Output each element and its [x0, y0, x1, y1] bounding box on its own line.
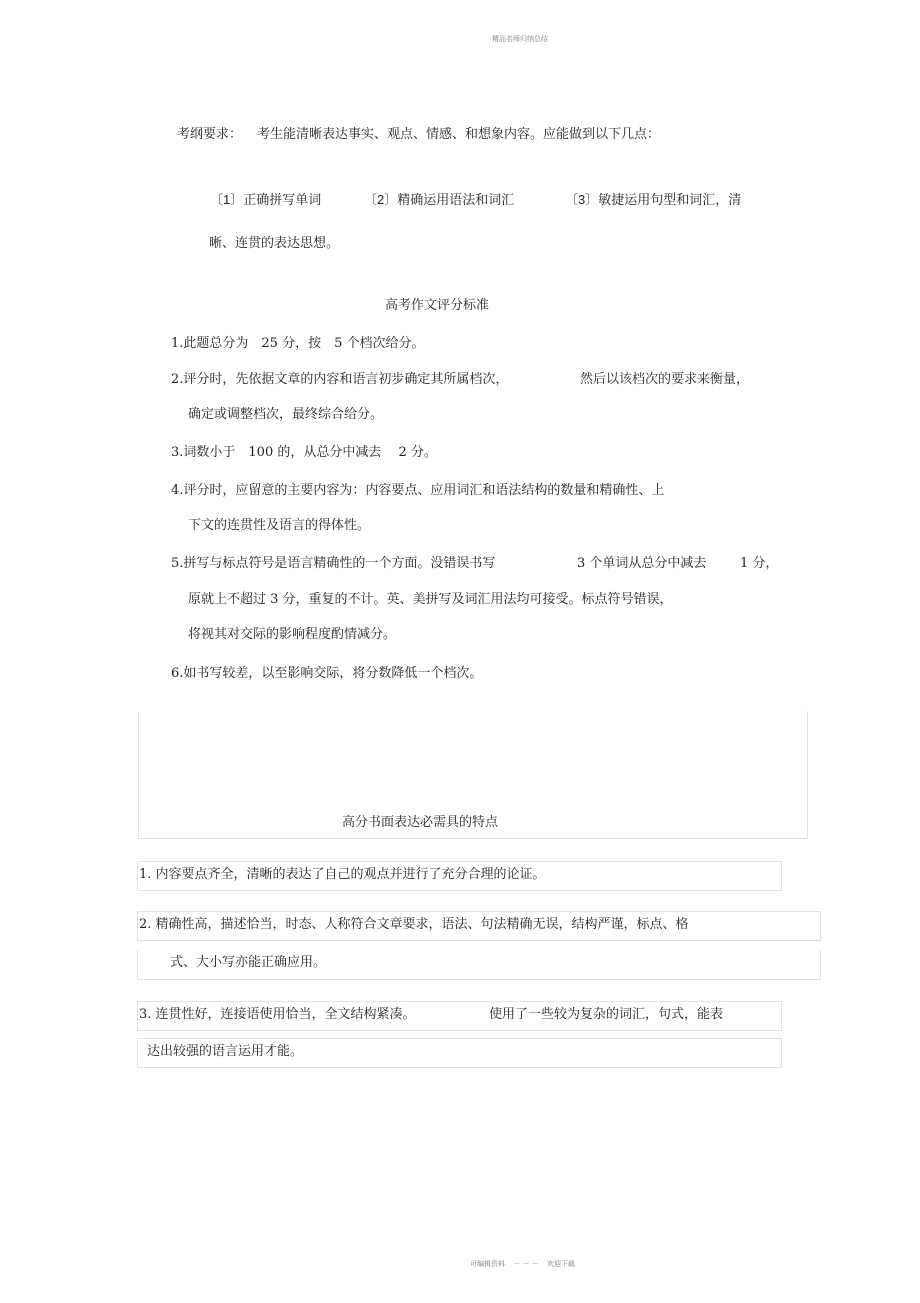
scoring-item-5-line-1: 5.拼写与标点符号是语言精确性的一个方面。没错误书写	[171, 556, 496, 571]
feature-item-2-text-1: 2. 精确性高，描述恰当，时态、人称符合文章要求，语法、句法精确无误，结构严谨，标点、格	[139, 917, 689, 932]
syllabus-point-3	[565, 192, 741, 209]
feature-item-2-text-2: 式、大小写亦能正确应用。	[170, 955, 327, 970]
syllabus-point-2	[364, 192, 514, 209]
scoring-item-2-line-1b: 然后以该档次的要求来衡量，	[580, 372, 750, 387]
point-number: 〔1〕	[210, 192, 244, 207]
footer-left: 可编辑资料	[470, 1260, 505, 1268]
scoring-item-4-line-1: 4.评分时，应留意的主要内容为：内容要点、应用词汇和语法结构的数量和精确性、上	[171, 483, 665, 498]
point-text: 精确运用语法和词汇	[397, 193, 515, 208]
page-footer	[470, 1259, 575, 1269]
syllabus-text: 考生能清晰表达事实、观点、情感、和想象内容。应能做到以下几点：	[257, 127, 661, 142]
footer-right: 欢迎下载	[546, 1260, 575, 1268]
feature-item-3-row-1	[137, 1001, 782, 1031]
point-number: 〔2〕	[364, 192, 398, 207]
point-number: 〔3〕	[565, 192, 599, 207]
feature-item-3-row-2	[137, 1038, 782, 1068]
scoring-item-1: 1.此题总分为 25 分，按 5 个档次给分。	[171, 336, 425, 351]
features-title-box	[138, 711, 808, 839]
feature-item-3-text-1: 3. 连贯性好，连接语使用恰当，全文结构紧凑。	[139, 1007, 416, 1022]
features-title: 高分书面表达必需具的特点	[342, 815, 499, 830]
syllabus-point-1	[210, 192, 321, 209]
scoring-item-5-line-3: 将视其对交际的影响程度酌情减分。	[188, 627, 397, 642]
feature-item-2-row-2	[137, 950, 821, 980]
feature-item-3-text-2: 达出较强的语言运用才能。	[147, 1044, 304, 1059]
scoring-item-4-line-2: 下文的连贯性及语言的得体性。	[188, 518, 371, 533]
scoring-item-5-line-2: 原就上不超过 3 分，重复的不计。英、美拼写及词汇用法均可接受。标点符号错误，	[188, 592, 673, 607]
scoring-item-3: 3.词数小于 100 的，从总分中减去 2 分。	[171, 445, 437, 460]
scoring-item-5-line-1b: 3 个单词从总分中减去	[577, 556, 707, 571]
syllabus-label: 考纲要求：	[177, 127, 243, 142]
scoring-item-6: 6.如书写较差，以至影响交际，将分数降低一个档次。	[171, 666, 483, 681]
feature-item-1-text: 1. 内容要点齐全，清晰的表达了自己的观点并进行了充分合理的论证。	[139, 867, 546, 882]
feature-item-1	[137, 861, 782, 891]
scoring-item-2-line-1: 2.评分时，先依据文章的内容和语言初步确定其所属档次，	[171, 372, 509, 387]
scoring-item-2-line-2: 确定或调整档次，最终综合给分。	[188, 407, 384, 422]
scoring-item-5-line-1c: 1 分，	[740, 556, 779, 571]
page-header-title: 精品名师归纳总结	[492, 35, 548, 43]
feature-item-2-row-1	[137, 911, 821, 941]
footer-dashes: － － －	[513, 1260, 539, 1268]
point-text: 敏捷运用句型和词汇，清	[598, 193, 742, 208]
scoring-title: 高考作文评分标准	[385, 298, 490, 313]
syllabus-continuation: 晰、连贯的表达思想。	[209, 236, 340, 251]
feature-item-3-text-1b: 使用了一些较为复杂的词汇，句式，能表	[489, 1007, 724, 1022]
point-text: 正确拼写单词	[243, 193, 322, 208]
